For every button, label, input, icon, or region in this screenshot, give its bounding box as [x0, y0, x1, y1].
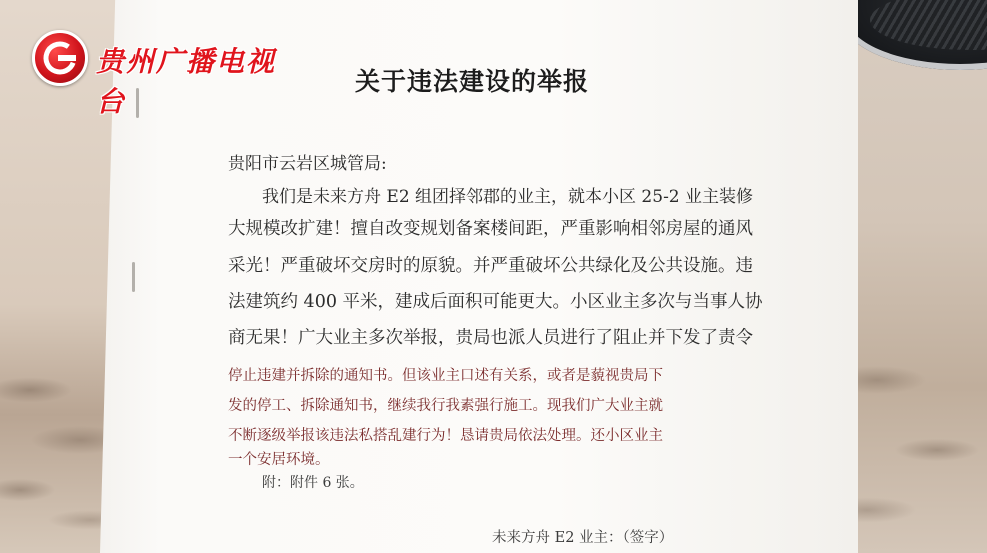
- recipient-line: 贵阳市云岩区城管局:: [228, 154, 387, 174]
- body-line-4: 法建筑约 400 平米，建成后面积可能更大。小区业主多次与当事人协: [228, 292, 763, 312]
- staple-mark: [132, 262, 135, 292]
- body-line-1: 我们是未来方舟 E2 组团择邻郡的业主，就本小区 25-2 业主装修: [262, 187, 754, 207]
- body-line-2: 大规模改扩建！擅自改变规划备案楼间距，严重影响相邻房屋的通风: [228, 219, 753, 239]
- document-title: 关于违法建设的举报: [355, 67, 590, 96]
- body-line-3: 采光！严重破坏交房时的原貌。并严重破坏公共绿化及公共设施。违: [228, 256, 753, 276]
- body-line-5: 商无果！广大业主多次举报，贵局也派人员进行了阻止并下发了责令: [228, 328, 753, 348]
- body-line-9: 一个安居环境。: [228, 452, 330, 468]
- body-line-7: 发的停工、拆除通知书，继续我行我素强行施工。现我们广大业主就: [228, 398, 663, 414]
- body-line-8: 不断逐级举报该违法私搭乱建行为！恳请贵局依法处理。还小区业主: [228, 428, 663, 444]
- tv-station-logo: [32, 30, 302, 118]
- attachment-note: 附：附件 6 张。: [262, 475, 364, 491]
- body-line-6: 停止违建并拆除的通知书。但该业主口述有关系，或者是藐视贵局下: [228, 368, 663, 384]
- logo-emblem-icon: [32, 30, 88, 86]
- logo-brand-text: 贵州广播电视台: [96, 45, 277, 118]
- signature-line: 未来方舟 E2 业主：（签字）: [492, 530, 674, 546]
